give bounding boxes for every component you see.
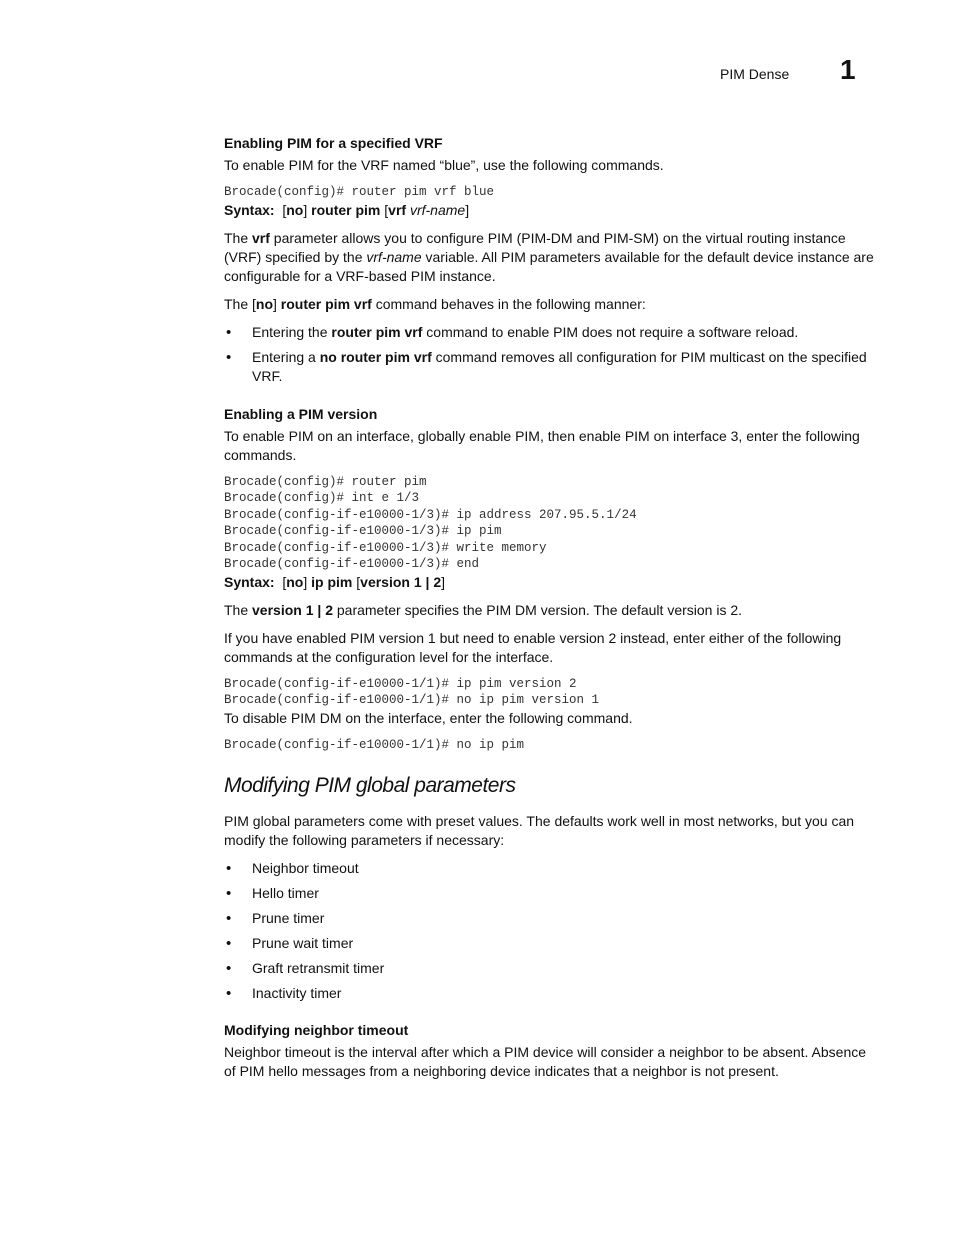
running-header-section: PIM Dense — [720, 66, 790, 82]
vrf-behavior-intro: The [no] router pim vrf command behaves in the following manner: — [224, 295, 646, 312]
page-content — [224, 134, 874, 1090]
disable-description: To disable PIM DM on the interface, enter the following command. — [224, 709, 633, 726]
vrf-code-block: Brocade(config)# router pim vrf blue — [224, 185, 495, 199]
list-item: • Hello timer — [224, 884, 874, 903]
version-syntax: Syntax: [no] ip pim [version 1 | 2] — [224, 573, 446, 590]
list-item: • Inactivity timer — [224, 984, 874, 1003]
heading-vrf: Enabling PIM for a specified VRF — [224, 135, 443, 151]
version-switch-description: If you have enabled PIM version 1 but need to enable version 2 instead, enter either of the following commands at the configuration level for the interface. — [224, 629, 842, 665]
global-intro: PIM global parameters come with preset values. The defaults work well in most networks, but you can modify the following parameters if necessary: — [224, 813, 855, 848]
list-item: • Prune timer — [224, 909, 874, 928]
list-item: • Neighbor timeout — [224, 859, 874, 878]
disable-code-block: Brocade(config-if-e10000-1/1)# no ip pim — [224, 737, 525, 752]
vrf-param-description: The vrf parameter allows you to configure PIM (PIM-DM and PIM-SM) on the virtual routing instance (VRF) specified by the vrf-name variable. All PIM parameters available for the default device instance are configurable for a VRF-based PIM instance. — [224, 229, 874, 284]
version-param-description: The version 1 | 2 parameter specifies the PIM DM version. The default version is 2. — [224, 601, 743, 618]
vrf-intro: To enable PIM for the VRF named “blue”, use the following commands. — [224, 157, 664, 173]
list-item: • Prune wait timer — [224, 934, 874, 953]
list-item: • Graft retransmit timer — [224, 959, 874, 978]
heading-pim-version: Enabling a PIM version — [224, 405, 378, 422]
global-parameter-list — [224, 859, 874, 1003]
vrf-behavior-list — [224, 323, 874, 386]
version-intro: To enable PIM on an interface, globally enable PIM, then enable PIM on interface 3, enter the following commands. — [224, 427, 860, 463]
chapter-number: 1 — [840, 54, 856, 85]
version-code-block: Brocade(config)# router pim Brocade(config)# int e 1/3 Brocade(config-if-e10000-1/3)# ip address 207.95.5.1/24 Brocade(config-if-e10000-1/3)# ip pim Brocade(config-if-e10000-1/3)# write memory Brocade(config-if-e10000-1/3)# end — [224, 474, 637, 571]
list-item: • Entering a no router pim vrf command removes all configuration for PIM multicast on the specified VRF. — [224, 348, 874, 386]
heading-neighbor-timeout: Modifying neighbor timeout — [224, 1022, 409, 1038]
list-item: • Entering the router pim vrf command to enable PIM does not require a software reload. — [224, 323, 874, 342]
vrf-syntax: Syntax: [no] router pim [vrf vrf-name] — [224, 201, 470, 218]
heading-global-parameters: Modifying PIM global parameters — [224, 774, 516, 797]
neighbor-description: Neighbor timeout is the interval after which a PIM device will consider a neighbor to be absent. Absence of PIM hello messages from a neighboring device indicates that a neighbor is not present. — [224, 1044, 867, 1079]
version-switch-code-block: Brocade(config-if-e10000-1/1)# ip pim version 2 Brocade(config-if-e10000-1/1)# no ip pim version 1 — [224, 676, 600, 707]
